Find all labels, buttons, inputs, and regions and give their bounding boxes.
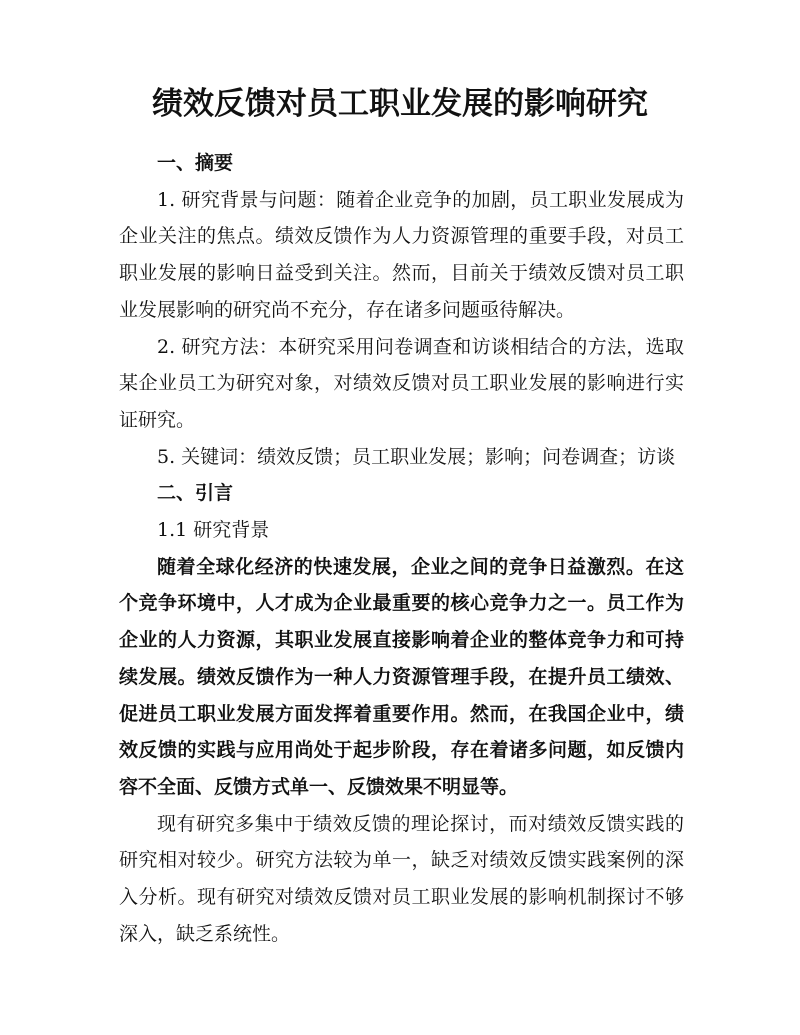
introduction-paragraph-background: 随着全球化经济的快速发展，企业之间的竞争日益激烈。在这个竞争环境中，人才成为企业最重要的核心竞争力之一。员工作为企业的人力资源，其职业发展直接影响着企业的整体竞争力和可持续发展。绩效反馈作为一种人力资源管理手段，在提升员工绩效、促进员工职业发展方面发挥着重要作用。然而，在我国企业中，绩效反馈的实践与应用尚处于起步阶段，存在着诸多问题，如反馈内容不全面、反馈方式单一、反馈效果不明显等。 [119,555,684,798]
introduction-heading: 二、引言 [157,482,234,505]
document-title: 绩效反馈对员工职业发展的影响研究 [152,86,648,122]
abstract-paragraph-background: 1. 研究背景与问题：随着企业竞争的加剧，员工职业发展成为企业关注的焦点。绩效反馈作为人力资源管理的重要手段，对员工职业发展的影响日益受到关注。然而，目前关于绩效反馈对员工职业发展影响的研究尚不充分，存在诸多问题亟待解决。 [119,188,684,321]
introduction-paragraph-research-gap: 现有研究多集中于绩效反馈的理论探讨，而对绩效反馈实践的研究相对较少。研究方法较为单一，缺乏对绩效反馈实践案例的深入分析。现有研究对绩效反馈对员工职业发展的影响机制探讨不够深入，缺乏系统性。 [119,812,684,945]
abstract-heading: 一、摘要 [157,152,234,174]
introduction-subheading: 1.1 研究背景 [157,519,270,542]
abstract-paragraph-method: 2. 研究方法：本研究采用问卷调查和访谈相结合的方法，选取某企业员工为研究对象，对绩效反馈对员工职业发展的影响进行实证研究。 [119,335,684,431]
document-body [119,145,684,952]
abstract-paragraph-keywords: 5. 关键词：绩效反馈；员工职业发展；影响；问卷调查；访谈 [157,445,676,468]
